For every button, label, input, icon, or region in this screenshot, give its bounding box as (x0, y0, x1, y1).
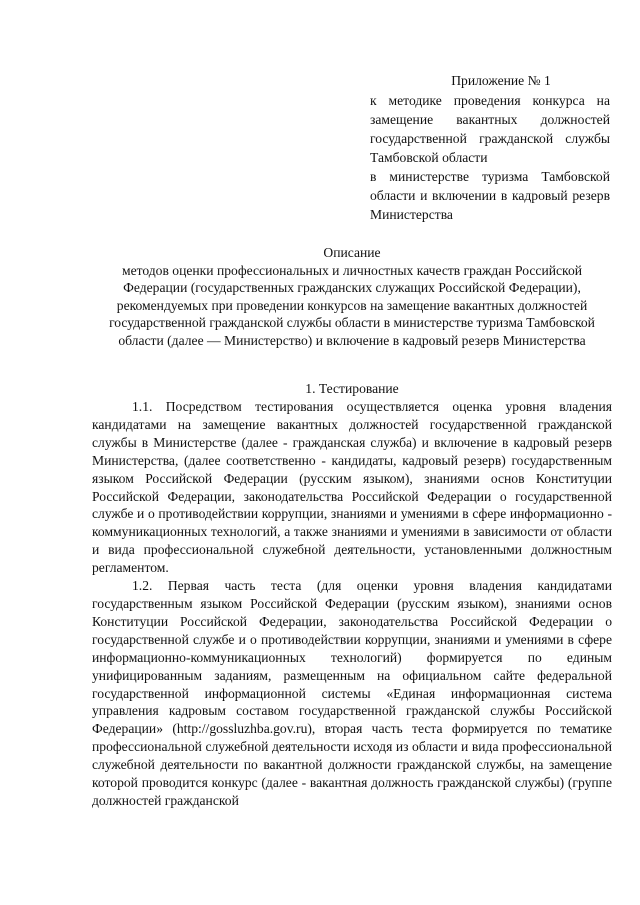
description-title: Описание (323, 245, 381, 260)
paragraph-1-1: 1.1. Посредством тестирования осуществляется оценка уровня владения кандидатами на замещение вакантных должностей государственной гражданской службы в Министерстве (далее - гражданская служба) и включение в кадровый резерв Министерства, (далее соответственно - кандидаты, кадровый резерв) государственным языком Российской Федерации (русским языком), знаниями основ Конституции Российской Федерации, законодательства Российской Федерации о государственной службе и о противодействии коррупции, знаниями и умениями в сфере информационно - коммуникационных технологий, а также знаниями и умениями в зависимости от области и вида профессиональной служебной деятельности, установленными должностным регламентом. (92, 399, 612, 576)
description-block (92, 244, 612, 350)
appendix-line-2: в министерстве туризма Тамбовской области и включении в кадровый резерв Министерства (370, 169, 610, 222)
appendix-title: Приложение № 1 (451, 73, 551, 88)
description-subtitle: методов оценки профессиональных и личностных качеств граждан Российской Федерации (государственных гражданских служащих Российской Федерации), рекомендуемых при проведении конкурсов на замещение вакантных должностей государственной гражданской службы области в министерстве туризма Тамбовской области (далее — Министерство) и включение в кадровый резерв Министерства (109, 262, 595, 348)
appendix-line-1: к методике проведения конкурса на замещение вакантных должностей государственной гражданской службы Тамбовской области (370, 93, 610, 165)
appendix-header (370, 71, 610, 224)
section-heading: 1. Тестирование (305, 381, 399, 396)
section-body (92, 398, 612, 810)
paragraph-1-2: 1.2. Первая часть теста (для оценки уровня владения кандидатами государственным языком Российской Федерации (русским языком), знаниями основ Конституции Российской Федерации, законодательства Российской Федерации о государственной службе и о противодействии коррупции, знаниями и умениями в сфере информационно-коммуникационных технологий) формируется по единым унифицированным заданиям, размещенным на официальном сайте федеральной государственной информационной системы «Единая информационная система управления кадровым составом государственной гражданской службы Российской Федерации» (http://gossluzhba.gov.ru), вторая часть теста формируется по тематике профессиональной служебной деятельности исходя из области и вида профессиональной служебной деятельности по вакантной должности гражданской службы, на замещение которой проводится конкурс (далее - вакантная должность гражданской службы) (группе должностей гражданской (92, 578, 612, 808)
